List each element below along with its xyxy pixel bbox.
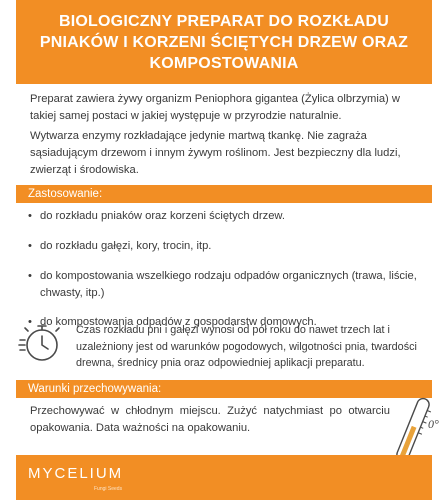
footer-bar: [16, 455, 432, 500]
page-title: BIOLOGICZNY PREPARAT DO ROZKŁADU PNIAKÓW I KORZENI ŚCIĘTYCH DRZEW ORAZ KOMPOSTOWANIA: [39, 12, 409, 72]
brand-tagline: Fungi Seeds: [94, 486, 123, 492]
usage-item: • do kompostowania odpadów z gospodarstw domowych.: [28, 314, 423, 331]
decomposition-time-note: Czas rozkładu pni i gałęzi wynosi od pół roku do nawet trzech lat i uzależniony jest od warunków pogodowych, wilgotności pnia, twardości drewna, średnicy pnia oraz odpowiedniej aplikacji preparatu.: [76, 324, 417, 369]
thermometer-label: 0°: [428, 417, 439, 431]
usage-item: • do kompostowania wszelkiego rodzaju odpadów organicznych (trawa, liście, chwasty, itp.): [28, 268, 423, 302]
title-banner: [16, 0, 432, 84]
storage-heading: Warunki przechowywania:: [16, 380, 432, 398]
usage-item: • do rozkładu gałęzi, kory, trocin, itp.: [28, 238, 423, 255]
stopwatch-icon: [18, 318, 66, 366]
usage-item: • do rozkładu pniaków oraz korzeni ściętych drzew.: [28, 208, 423, 225]
brand-logo: MYCELIUM: [28, 465, 124, 482]
intro-paragraph-2: Wytwarza enzymy rozkładające jedynie martwą tkankę. Nie zagraża sąsiadującym drzewom i innym żywym roślinom. Jest bezpieczny dla ludzi, zwierząt i środowiska.: [30, 130, 401, 176]
storage-text: Przechowywać w chłodnym miejscu. Zużyć natychmiast po otwarciu opakowania. Data ważności na opakowaniu.: [30, 405, 390, 434]
intro-paragraph-1: Preparat zawiera żywy organizm Peniophora gigantea (Żylica olbrzymia) w takiej samej postaci w jakiej występuje w przyrodzie naturalnie.: [30, 93, 400, 122]
usage-heading: Zastosowanie:: [16, 185, 432, 203]
